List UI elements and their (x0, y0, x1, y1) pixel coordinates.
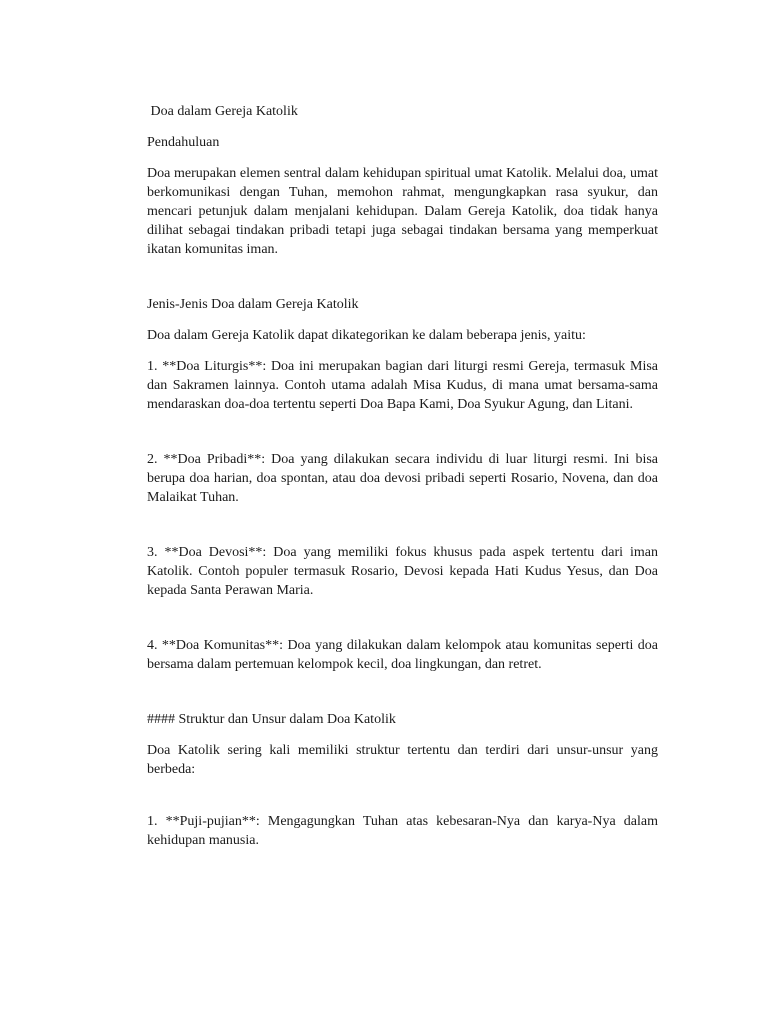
document-body (147, 102, 658, 850)
structure-lead: Doa Katolik sering kali memiliki struktur tertentu dan terdiri dari unsur-unsur yang berbeda: (147, 743, 658, 777)
structure-heading: #### Struktur dan Unsur dalam Doa Katolik (147, 712, 396, 727)
document-title: Doa dalam Gereja Katolik (147, 104, 298, 119)
intro-heading: Pendahuluan (147, 135, 220, 150)
list-item-doa-liturgis: 1. **Doa Liturgis**: Doa ini merupakan bagian dari liturgi resmi Gereja, termasuk Misa dan Sakramen lainnya. Contoh utama adalah Misa Kudus, di mana umat bersama-sama mendaraskan doa-doa tertentu seperti Doa Bapa Kami, Doa Syukur Agung, dan Litani. (147, 359, 658, 412)
types-lead: Doa dalam Gereja Katolik dapat dikategorikan ke dalam beberapa jenis, yaitu: (147, 328, 586, 343)
list-item-doa-devosi: 3. **Doa Devosi**: Doa yang memiliki fokus khusus pada aspek tertentu dari iman Katolik. Contoh populer termasuk Rosario, Devosi kepada Hati Kudus Yesus, dan Doa kepada Santa Perawan Maria. (147, 545, 658, 598)
types-heading: Jenis-Jenis Doa dalam Gereja Katolik (147, 297, 359, 312)
list-item-puji-pujian: 1. **Puji-pujian**: Mengagungkan Tuhan atas kebesaran-Nya dan karya-Nya dalam kehidupan manusia. (147, 814, 658, 848)
intro-paragraph: Doa merupakan elemen sentral dalam kehidupan spiritual umat Katolik. Melalui doa, umat berkomunikasi dengan Tuhan, memohon rahmat, mengungkapkan rasa syukur, dan mencari petunjuk dalam menjalani kehidupan. Dalam Gereja Katolik, doa tidak hanya dilihat sebagai tindakan pribadi tetapi juga sebagai tindakan bersama yang memperkuat ikatan komunitas iman. (147, 166, 658, 257)
list-item-doa-komunitas: 4. **Doa Komunitas**: Doa yang dilakukan dalam kelompok atau komunitas seperti doa bersama dalam pertemuan kelompok kecil, doa lingkungan, dan retret. (147, 638, 658, 672)
list-item-doa-pribadi: 2. **Doa Pribadi**: Doa yang dilakukan secara individu di luar liturgi resmi. Ini bisa berupa doa harian, doa spontan, atau doa devosi pribadi seperti Rosario, Novena, dan doa Malaikat Tuhan. (147, 452, 658, 505)
